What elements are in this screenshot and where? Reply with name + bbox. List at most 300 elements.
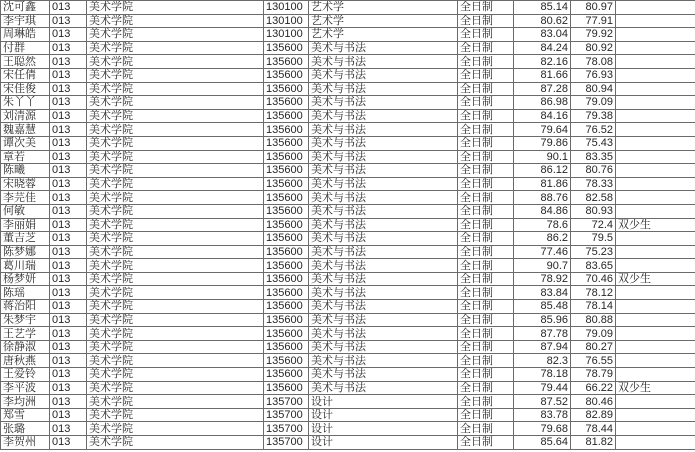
student-name-cell[interactable]: 蒋治阳 [1, 300, 50, 314]
note-cell[interactable] [616, 327, 695, 341]
student-name-cell[interactable]: 杨梦妍 [1, 272, 50, 286]
college-name-cell[interactable]: 美术学院 [87, 354, 264, 368]
major-name-cell[interactable]: 美术与书法 [309, 109, 458, 123]
note-cell[interactable] [616, 408, 695, 422]
college-name-cell[interactable]: 美术学院 [87, 327, 264, 341]
college-name-cell[interactable]: 美术学院 [87, 109, 264, 123]
score-2-cell[interactable]: 81.82 [571, 436, 616, 450]
study-mode-cell[interactable]: 全日制 [458, 191, 514, 205]
dept-code-cell[interactable]: 013 [50, 327, 87, 341]
major-name-cell[interactable]: 美术与书法 [309, 300, 458, 314]
major-code-cell[interactable]: 135600 [264, 164, 309, 178]
study-mode-cell[interactable]: 全日制 [458, 109, 514, 123]
score-2-cell[interactable]: 78.44 [571, 422, 616, 436]
college-name-cell[interactable]: 美术学院 [87, 218, 264, 232]
dept-code-cell[interactable]: 013 [50, 204, 87, 218]
student-name-cell[interactable]: 陈瑶 [1, 286, 50, 300]
dept-code-cell[interactable]: 013 [50, 191, 87, 205]
dept-code-cell[interactable]: 013 [50, 272, 87, 286]
score-2-cell[interactable]: 79.38 [571, 109, 616, 123]
score-1-cell[interactable]: 81.66 [514, 68, 571, 82]
major-code-cell[interactable]: 135600 [264, 55, 309, 69]
major-name-cell[interactable]: 美术与书法 [309, 259, 458, 273]
college-name-cell[interactable]: 美术学院 [87, 55, 264, 69]
score-2-cell[interactable]: 77.91 [571, 14, 616, 28]
study-mode-cell[interactable]: 全日制 [458, 96, 514, 110]
score-1-cell[interactable]: 88.76 [514, 191, 571, 205]
study-mode-cell[interactable]: 全日制 [458, 340, 514, 354]
dept-code-cell[interactable]: 013 [50, 41, 87, 55]
note-cell[interactable] [616, 340, 695, 354]
major-code-cell[interactable]: 130100 [264, 28, 309, 42]
note-cell[interactable] [616, 177, 695, 191]
major-code-cell[interactable]: 135600 [264, 368, 309, 382]
study-mode-cell[interactable]: 全日制 [458, 381, 514, 395]
major-name-cell[interactable]: 美术与书法 [309, 136, 458, 150]
note-cell[interactable] [616, 1, 695, 15]
student-name-cell[interactable]: 李贺州 [1, 436, 50, 450]
dept-code-cell[interactable]: 013 [50, 150, 87, 164]
dept-code-cell[interactable]: 013 [50, 408, 87, 422]
major-code-cell[interactable]: 135600 [264, 327, 309, 341]
score-2-cell[interactable]: 80.97 [571, 1, 616, 15]
score-2-cell[interactable]: 78.14 [571, 300, 616, 314]
major-name-cell[interactable]: 美术与书法 [309, 313, 458, 327]
note-cell[interactable] [616, 436, 695, 450]
student-name-cell[interactable]: 李芫佳 [1, 191, 50, 205]
college-name-cell[interactable]: 美术学院 [87, 381, 264, 395]
study-mode-cell[interactable]: 全日制 [458, 408, 514, 422]
dept-code-cell[interactable]: 013 [50, 96, 87, 110]
note-cell[interactable] [616, 123, 695, 137]
score-1-cell[interactable]: 85.64 [514, 436, 571, 450]
score-2-cell[interactable]: 75.23 [571, 245, 616, 259]
study-mode-cell[interactable]: 全日制 [458, 436, 514, 450]
dept-code-cell[interactable]: 013 [50, 136, 87, 150]
study-mode-cell[interactable]: 全日制 [458, 218, 514, 232]
score-2-cell[interactable]: 83.65 [571, 259, 616, 273]
score-1-cell[interactable]: 78.6 [514, 218, 571, 232]
score-2-cell[interactable]: 79.09 [571, 96, 616, 110]
major-code-cell[interactable]: 135600 [264, 41, 309, 55]
student-name-cell[interactable]: 王爱铃 [1, 368, 50, 382]
dept-code-cell[interactable]: 013 [50, 422, 87, 436]
student-name-cell[interactable]: 陈梦娜 [1, 245, 50, 259]
major-name-cell[interactable]: 设计 [309, 422, 458, 436]
student-name-cell[interactable]: 魏嘉慧 [1, 123, 50, 137]
college-name-cell[interactable]: 美术学院 [87, 368, 264, 382]
table-row [1, 395, 695, 409]
college-name-cell[interactable]: 美术学院 [87, 68, 264, 82]
major-code-cell[interactable]: 135600 [264, 150, 309, 164]
college-name-cell[interactable]: 美术学院 [87, 422, 264, 436]
score-2-cell[interactable]: 83.35 [571, 150, 616, 164]
major-name-cell[interactable]: 艺术学 [309, 14, 458, 28]
score-2-cell[interactable]: 80.93 [571, 204, 616, 218]
score-1-cell[interactable]: 77.46 [514, 245, 571, 259]
college-name-cell[interactable]: 美术学院 [87, 14, 264, 28]
score-1-cell[interactable]: 79.86 [514, 136, 571, 150]
note-cell[interactable] [616, 191, 695, 205]
major-name-cell[interactable]: 美术与书法 [309, 245, 458, 259]
student-name-cell[interactable]: 付群 [1, 41, 50, 55]
dept-code-cell[interactable]: 013 [50, 14, 87, 28]
score-1-cell[interactable]: 84.16 [514, 109, 571, 123]
college-name-cell[interactable]: 美术学院 [87, 395, 264, 409]
major-code-cell[interactable]: 135600 [264, 96, 309, 110]
college-name-cell[interactable]: 美术学院 [87, 272, 264, 286]
major-code-cell[interactable]: 135600 [264, 191, 309, 205]
note-cell[interactable] [616, 204, 695, 218]
major-name-cell[interactable]: 设计 [309, 408, 458, 422]
score-1-cell[interactable]: 82.3 [514, 354, 571, 368]
study-mode-cell[interactable]: 全日制 [458, 68, 514, 82]
score-1-cell[interactable]: 79.68 [514, 422, 571, 436]
score-2-cell[interactable]: 82.58 [571, 191, 616, 205]
student-name-cell[interactable]: 李宇琪 [1, 14, 50, 28]
major-code-cell[interactable]: 135600 [264, 381, 309, 395]
score-1-cell[interactable]: 79.64 [514, 123, 571, 137]
student-name-cell[interactable]: 张璐 [1, 422, 50, 436]
student-name-cell[interactable]: 章若 [1, 150, 50, 164]
student-name-cell[interactable]: 李平波 [1, 381, 50, 395]
score-1-cell[interactable]: 83.04 [514, 28, 571, 42]
study-mode-cell[interactable]: 全日制 [458, 300, 514, 314]
study-mode-cell[interactable]: 全日制 [458, 272, 514, 286]
major-code-cell[interactable]: 135600 [264, 245, 309, 259]
score-2-cell[interactable]: 79.09 [571, 327, 616, 341]
student-name-cell[interactable]: 朱梦宇 [1, 313, 50, 327]
major-name-cell[interactable]: 美术与书法 [309, 41, 458, 55]
college-name-cell[interactable]: 美术学院 [87, 232, 264, 246]
study-mode-cell[interactable]: 全日制 [458, 41, 514, 55]
note-cell[interactable] [616, 28, 695, 42]
major-code-cell[interactable]: 135600 [264, 313, 309, 327]
major-name-cell[interactable]: 美术与书法 [309, 123, 458, 137]
major-name-cell[interactable]: 美术与书法 [309, 232, 458, 246]
study-mode-cell[interactable]: 全日制 [458, 55, 514, 69]
dept-code-cell[interactable]: 013 [50, 177, 87, 191]
student-name-cell[interactable]: 刘清源 [1, 109, 50, 123]
score-2-cell[interactable]: 80.94 [571, 82, 616, 96]
student-name-cell[interactable]: 唐秋燕 [1, 354, 50, 368]
dept-code-cell[interactable]: 013 [50, 1, 87, 15]
score-2-cell[interactable]: 78.08 [571, 55, 616, 69]
score-2-cell[interactable]: 76.55 [571, 354, 616, 368]
college-name-cell[interactable]: 美术学院 [87, 123, 264, 137]
score-1-cell[interactable]: 86.98 [514, 96, 571, 110]
major-code-cell[interactable]: 135600 [264, 300, 309, 314]
note-cell[interactable] [616, 368, 695, 382]
college-name-cell[interactable]: 美术学院 [87, 245, 264, 259]
study-mode-cell[interactable]: 全日制 [458, 136, 514, 150]
score-2-cell[interactable]: 70.46 [571, 272, 616, 286]
major-code-cell[interactable]: 135700 [264, 395, 309, 409]
study-mode-cell[interactable]: 全日制 [458, 395, 514, 409]
major-name-cell[interactable]: 美术与书法 [309, 272, 458, 286]
dept-code-cell[interactable]: 013 [50, 245, 87, 259]
student-name-cell[interactable]: 何敏 [1, 204, 50, 218]
note-cell[interactable] [616, 150, 695, 164]
student-name-cell[interactable]: 宋晓蓉 [1, 177, 50, 191]
dept-code-cell[interactable]: 013 [50, 381, 87, 395]
study-mode-cell[interactable]: 全日制 [458, 82, 514, 96]
major-code-cell[interactable]: 135600 [264, 272, 309, 286]
student-name-cell[interactable]: 宋佳俊 [1, 82, 50, 96]
dept-code-cell[interactable]: 013 [50, 395, 87, 409]
dept-code-cell[interactable]: 013 [50, 123, 87, 137]
student-name-cell[interactable]: 周琳皓 [1, 28, 50, 42]
dept-code-cell[interactable]: 013 [50, 28, 87, 42]
college-name-cell[interactable]: 美术学院 [87, 41, 264, 55]
major-name-cell[interactable]: 美术与书法 [309, 150, 458, 164]
score-2-cell[interactable]: 79.5 [571, 232, 616, 246]
score-2-cell[interactable]: 80.92 [571, 41, 616, 55]
major-name-cell[interactable]: 艺术学 [309, 1, 458, 15]
score-1-cell[interactable]: 87.28 [514, 82, 571, 96]
student-name-cell[interactable]: 谭次美 [1, 136, 50, 150]
score-1-cell[interactable]: 84.24 [514, 41, 571, 55]
major-code-cell[interactable]: 135600 [264, 340, 309, 354]
major-name-cell[interactable]: 美术与书法 [309, 82, 458, 96]
dept-code-cell[interactable]: 013 [50, 286, 87, 300]
score-1-cell[interactable]: 87.52 [514, 395, 571, 409]
major-code-cell[interactable]: 135600 [264, 177, 309, 191]
note-cell[interactable] [616, 68, 695, 82]
score-1-cell[interactable]: 85.96 [514, 313, 571, 327]
major-name-cell[interactable]: 美术与书法 [309, 218, 458, 232]
major-name-cell[interactable]: 美术与书法 [309, 96, 458, 110]
student-name-cell[interactable]: 徐静淑 [1, 340, 50, 354]
dept-code-cell[interactable]: 013 [50, 164, 87, 178]
note-cell[interactable] [616, 422, 695, 436]
study-mode-cell[interactable]: 全日制 [458, 313, 514, 327]
major-name-cell[interactable]: 艺术学 [309, 28, 458, 42]
note-cell[interactable] [616, 55, 695, 69]
score-2-cell[interactable]: 79.92 [571, 28, 616, 42]
major-name-cell[interactable]: 美术与书法 [309, 164, 458, 178]
score-1-cell[interactable]: 83.78 [514, 408, 571, 422]
major-code-cell[interactable]: 135600 [264, 218, 309, 232]
study-mode-cell[interactable]: 全日制 [458, 204, 514, 218]
college-name-cell[interactable]: 美术学院 [87, 286, 264, 300]
score-1-cell[interactable]: 90.1 [514, 150, 571, 164]
score-2-cell[interactable]: 78.12 [571, 286, 616, 300]
score-1-cell[interactable]: 85.14 [514, 1, 571, 15]
major-code-cell[interactable]: 135600 [264, 204, 309, 218]
major-code-cell[interactable]: 135700 [264, 408, 309, 422]
note-cell[interactable] [616, 41, 695, 55]
major-code-cell[interactable]: 135600 [264, 82, 309, 96]
student-name-cell[interactable]: 董吉芝 [1, 232, 50, 246]
score-1-cell[interactable]: 78.18 [514, 368, 571, 382]
note-cell[interactable] [616, 300, 695, 314]
student-name-cell[interactable]: 王艺学 [1, 327, 50, 341]
study-mode-cell[interactable]: 全日制 [458, 327, 514, 341]
dept-code-cell[interactable]: 013 [50, 300, 87, 314]
score-1-cell[interactable]: 90.7 [514, 259, 571, 273]
major-code-cell[interactable]: 135600 [264, 259, 309, 273]
student-name-cell[interactable]: 郑雪 [1, 408, 50, 422]
score-1-cell[interactable]: 86.12 [514, 164, 571, 178]
score-1-cell[interactable]: 79.44 [514, 381, 571, 395]
dept-code-cell[interactable]: 013 [50, 82, 87, 96]
major-name-cell[interactable]: 美术与书法 [309, 327, 458, 341]
score-2-cell[interactable]: 80.27 [571, 340, 616, 354]
score-1-cell[interactable]: 86.2 [514, 232, 571, 246]
dept-code-cell[interactable]: 013 [50, 55, 87, 69]
college-name-cell[interactable]: 美术学院 [87, 136, 264, 150]
note-cell[interactable] [616, 245, 695, 259]
score-2-cell[interactable]: 78.79 [571, 368, 616, 382]
study-mode-cell[interactable]: 全日制 [458, 164, 514, 178]
score-2-cell[interactable]: 76.52 [571, 123, 616, 137]
major-name-cell[interactable]: 美术与书法 [309, 177, 458, 191]
score-1-cell[interactable]: 84.86 [514, 204, 571, 218]
score-1-cell[interactable]: 87.78 [514, 327, 571, 341]
note-cell[interactable] [616, 136, 695, 150]
score-2-cell[interactable]: 76.93 [571, 68, 616, 82]
dept-code-cell[interactable]: 013 [50, 436, 87, 450]
student-name-cell[interactable]: 王聪然 [1, 55, 50, 69]
score-1-cell[interactable]: 85.48 [514, 300, 571, 314]
college-name-cell[interactable]: 美术学院 [87, 28, 264, 42]
major-name-cell[interactable]: 美术与书法 [309, 286, 458, 300]
study-mode-cell[interactable]: 全日制 [458, 177, 514, 191]
dept-code-cell[interactable]: 013 [50, 218, 87, 232]
dept-code-cell[interactable]: 013 [50, 340, 87, 354]
score-2-cell[interactable]: 80.46 [571, 395, 616, 409]
student-name-cell[interactable]: 葛川瑞 [1, 259, 50, 273]
note-cell[interactable] [616, 286, 695, 300]
major-code-cell[interactable]: 135700 [264, 436, 309, 450]
study-mode-cell[interactable]: 全日制 [458, 259, 514, 273]
major-code-cell[interactable]: 135600 [264, 354, 309, 368]
student-name-cell[interactable]: 陈曦 [1, 164, 50, 178]
score-1-cell[interactable]: 78.92 [514, 272, 571, 286]
note-cell[interactable] [616, 96, 695, 110]
score-1-cell[interactable]: 80.62 [514, 14, 571, 28]
student-name-cell[interactable]: 沈可鑫 [1, 1, 50, 15]
major-name-cell[interactable]: 美术与书法 [309, 354, 458, 368]
major-name-cell[interactable]: 美术与书法 [309, 204, 458, 218]
major-code-cell[interactable]: 130100 [264, 1, 309, 15]
major-name-cell[interactable]: 设计 [309, 395, 458, 409]
major-code-cell[interactable]: 130100 [264, 14, 309, 28]
study-mode-cell[interactable]: 全日制 [458, 123, 514, 137]
score-2-cell[interactable]: 80.76 [571, 164, 616, 178]
college-name-cell[interactable]: 美术学院 [87, 150, 264, 164]
note-cell[interactable] [616, 82, 695, 96]
note-cell[interactable] [616, 259, 695, 273]
major-name-cell[interactable]: 美术与书法 [309, 68, 458, 82]
note-cell[interactable] [616, 354, 695, 368]
major-name-cell[interactable]: 美术与书法 [309, 381, 458, 395]
study-mode-cell[interactable]: 全日制 [458, 232, 514, 246]
note-cell[interactable]: 双少生 [616, 272, 695, 286]
note-cell[interactable] [616, 164, 695, 178]
score-2-cell[interactable]: 66.22 [571, 381, 616, 395]
college-name-cell[interactable]: 美术学院 [87, 191, 264, 205]
dept-code-cell[interactable]: 013 [50, 354, 87, 368]
study-mode-cell[interactable]: 全日制 [458, 422, 514, 436]
major-code-cell[interactable]: 135600 [264, 68, 309, 82]
dept-code-cell[interactable]: 013 [50, 232, 87, 246]
study-mode-cell[interactable]: 全日制 [458, 150, 514, 164]
college-name-cell[interactable]: 美术学院 [87, 164, 264, 178]
major-name-cell[interactable]: 美术与书法 [309, 191, 458, 205]
study-mode-cell[interactable]: 全日制 [458, 245, 514, 259]
study-mode-cell[interactable]: 全日制 [458, 1, 514, 15]
note-cell[interactable]: 双少生 [616, 218, 695, 232]
study-mode-cell[interactable]: 全日制 [458, 354, 514, 368]
score-1-cell[interactable]: 83.84 [514, 286, 571, 300]
major-code-cell[interactable]: 135600 [264, 123, 309, 137]
major-code-cell[interactable]: 135700 [264, 422, 309, 436]
note-cell[interactable] [616, 232, 695, 246]
score-2-cell[interactable]: 75.43 [571, 136, 616, 150]
dept-code-cell[interactable]: 013 [50, 109, 87, 123]
dept-code-cell[interactable]: 013 [50, 259, 87, 273]
college-name-cell[interactable]: 美术学院 [87, 96, 264, 110]
note-cell[interactable] [616, 395, 695, 409]
student-name-cell[interactable]: 宋任倩 [1, 68, 50, 82]
student-name-cell[interactable]: 朱丫丫 [1, 96, 50, 110]
major-code-cell[interactable]: 135600 [264, 286, 309, 300]
college-name-cell[interactable]: 美术学院 [87, 1, 264, 15]
college-name-cell[interactable]: 美术学院 [87, 313, 264, 327]
score-2-cell[interactable]: 78.33 [571, 177, 616, 191]
dept-code-cell[interactable]: 013 [50, 313, 87, 327]
score-2-cell[interactable]: 80.88 [571, 313, 616, 327]
college-name-cell[interactable]: 美术学院 [87, 300, 264, 314]
major-code-cell[interactable]: 135600 [264, 136, 309, 150]
college-name-cell[interactable]: 美术学院 [87, 204, 264, 218]
score-1-cell[interactable]: 87.94 [514, 340, 571, 354]
college-name-cell[interactable]: 美术学院 [87, 436, 264, 450]
major-code-cell[interactable]: 135600 [264, 109, 309, 123]
major-code-cell[interactable]: 135600 [264, 232, 309, 246]
score-2-cell[interactable]: 82.89 [571, 408, 616, 422]
major-name-cell[interactable]: 美术与书法 [309, 368, 458, 382]
college-name-cell[interactable]: 美术学院 [87, 340, 264, 354]
table-row [1, 327, 695, 341]
score-1-cell[interactable]: 82.16 [514, 55, 571, 69]
college-name-cell[interactable]: 美术学院 [87, 177, 264, 191]
major-name-cell[interactable]: 美术与书法 [309, 55, 458, 69]
study-mode-cell[interactable]: 全日制 [458, 368, 514, 382]
note-cell[interactable] [616, 313, 695, 327]
score-1-cell[interactable]: 81.86 [514, 177, 571, 191]
study-mode-cell[interactable]: 全日制 [458, 28, 514, 42]
table-row [1, 1, 695, 15]
college-name-cell[interactable]: 美术学院 [87, 259, 264, 273]
major-name-cell[interactable]: 设计 [309, 436, 458, 450]
score-2-cell[interactable]: 72.4 [571, 218, 616, 232]
study-mode-cell[interactable]: 全日制 [458, 14, 514, 28]
dept-code-cell[interactable]: 013 [50, 368, 87, 382]
study-mode-cell[interactable]: 全日制 [458, 286, 514, 300]
note-cell[interactable] [616, 109, 695, 123]
dept-code-cell[interactable]: 013 [50, 68, 87, 82]
note-cell[interactable]: 双少生 [616, 381, 695, 395]
college-name-cell[interactable]: 美术学院 [87, 82, 264, 96]
college-name-cell[interactable]: 美术学院 [87, 408, 264, 422]
note-cell[interactable] [616, 14, 695, 28]
major-name-cell[interactable]: 美术与书法 [309, 340, 458, 354]
student-name-cell[interactable]: 李丽娟 [1, 218, 50, 232]
student-name-cell[interactable]: 李均洲 [1, 395, 50, 409]
